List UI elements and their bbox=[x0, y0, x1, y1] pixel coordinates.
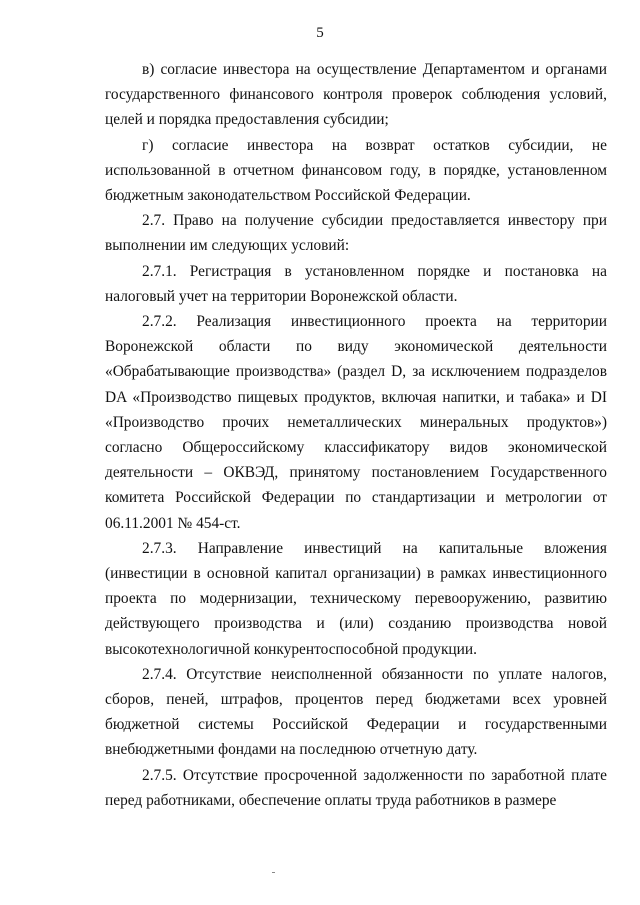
paragraph-2-7-5: 2.7.5. Отсутствие просроченной задолженности по заработной плате перед работниками, обеспечение оплаты труда работников в размере bbox=[105, 766, 607, 809]
paragraph-subclause-g: г) согласие инвестора на возврат остатков субсидии, не использованной в отчетном финансовом году, в порядке, установленном бюджетным законодательством Российской Федерации. bbox=[105, 136, 607, 205]
paragraph-2-7: 2.7. Право на получение субсидии предоставляется инвестору при выполнении им следующих условий: bbox=[105, 212, 607, 255]
paragraph-2-7-2: 2.7.2. Реализация инвестиционного проекта на территории Воронежской области по виду экономической деятельности «Обрабатывающие производства» (раздел D, за исключением подразделов DA «Производство пищевых продуктов, включая напитки, и табака» и DI «Производство прочих неметаллических минеральных продуктов») согласно Общероссийскому классификатору видов экономической деятельности – ОКВЭД, принятому постановлением Государственного комитета Российской Федерации по стандартизации и метрологии от 06.11.2001 № 454-ст. bbox=[105, 313, 607, 532]
paragraph-subclause-v: в) согласие инвестора на осуществление Департаментом и органами государственного финансового контроля проверок соблюдения условий, целей и порядка предоставления субсидии; bbox=[105, 61, 607, 129]
paragraph-2-7-1: 2.7.1. Регистрация в установленном порядке и постановка на налоговый учет на территории Воронежской области. bbox=[105, 262, 607, 305]
document-body bbox=[105, 57, 607, 813]
page-number: 5 bbox=[316, 25, 324, 41]
paragraph-2-7-4: 2.7.4. Отсутствие неисполненной обязанности по уплате налогов, сборов, пеней, штрафов, процентов перед бюджетами всех уровней бюджетной системы Российской Федерации и государственными внебюджетными фондами на последнюю отчетную дату. bbox=[105, 665, 607, 759]
scan-speck bbox=[272, 872, 275, 873]
paragraph-2-7-3: 2.7.3. Направление инвестиций на капитальные вложения (инвестиции в основной капитал организации) в рамках инвестиционного проекта по модернизации, техническому перевооружению, развитию действующего производства и (или) созданию производства новой высокотехнологичной конкурентоспособной продукции. bbox=[105, 539, 607, 658]
